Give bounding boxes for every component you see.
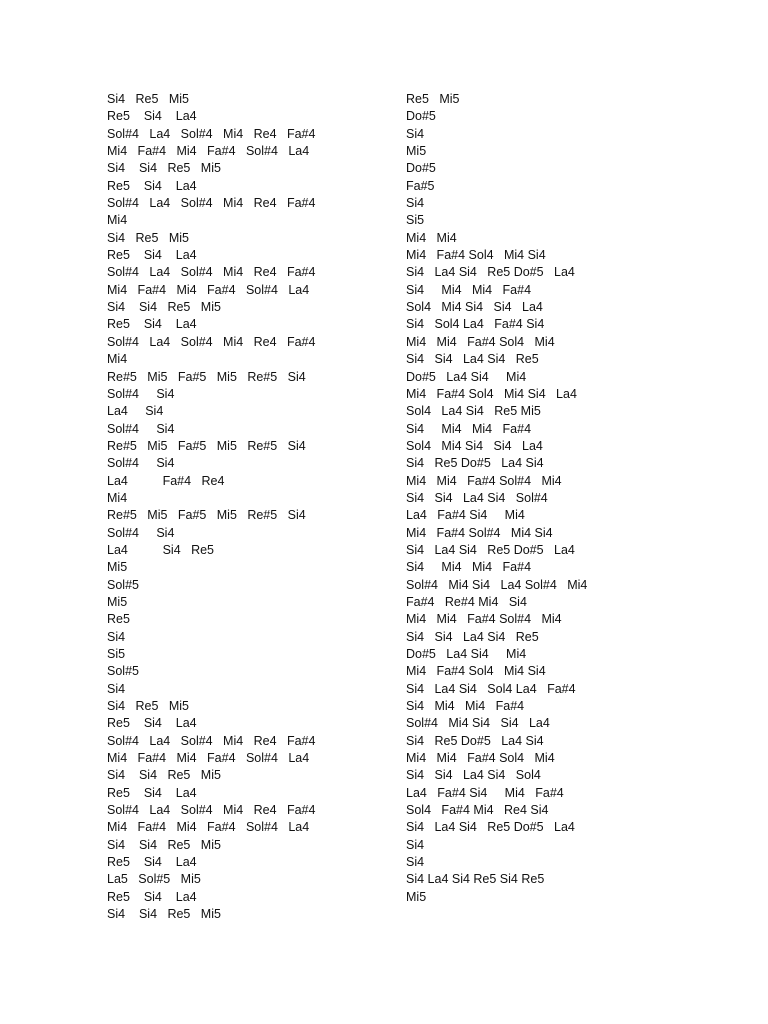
note-line: Re5 Si4 La4 [107, 716, 197, 731]
note-line: Re#5 Mi5 Fa#5 Mi5 Re#5 Si4 [107, 369, 306, 384]
note-line: Mi4 Fa#4 Sol#4 Mi4 Si4 [406, 525, 553, 540]
note-line: Sol4 Mi4 Si4 Si4 La4 [406, 300, 543, 315]
note-line: Si4 Si4 Re5 Mi5 [107, 837, 221, 852]
note-line: Si4 [107, 629, 126, 644]
note-line: Re5 [107, 612, 130, 627]
note-line: La4 Fa#4 Si4 Mi4 [406, 508, 525, 523]
note-line: Mi4 Mi4 Fa#4 Sol4 Mi4 [406, 751, 555, 766]
note-line: Sol#4 Mi4 Si4 La4 Sol#4 Mi4 [406, 577, 588, 592]
note-line: Si4 Re5 Mi5 [107, 699, 189, 714]
note-line: Sol#4 La4 Sol#4 Mi4 Re4 Fa#4 [107, 126, 316, 141]
note-line: Mi4 Fa#4 Mi4 Fa#4 Sol#4 La4 [107, 820, 310, 835]
note-line: Si4 Re5 Do#5 La4 Si4 [406, 733, 544, 748]
note-line: Si5 [406, 213, 425, 228]
note-line: Mi4 [107, 213, 128, 228]
note-line: Mi5 [406, 889, 427, 904]
note-line: La4 Si4 [107, 404, 164, 419]
note-line: Si4 Si4 Re5 Mi5 [107, 768, 221, 783]
note-line: Mi4 [107, 490, 128, 505]
note-line: Mi4 Fa#4 Sol4 Mi4 Si4 La4 [406, 386, 577, 401]
note-line: Mi4 Fa#4 Sol4 Mi4 Si4 [406, 664, 546, 679]
note-line: Si4 Si4 La4 Si4 Re5 [406, 352, 539, 367]
note-line: Sol#4 La4 Sol#4 Mi4 Re4 Fa#4 [107, 265, 316, 280]
note-line: Re5 Si4 La4 [107, 889, 197, 904]
note-line: Do#5 La4 Si4 Mi4 [406, 369, 527, 384]
note-line: Si4 Mi4 Mi4 Fa#4 [406, 699, 525, 714]
note-line: Si4 Sol4 La4 Fa#4 Si4 [406, 317, 545, 332]
note-line: Mi5 [406, 144, 427, 159]
note-line: Sol#4 Si4 [107, 421, 175, 436]
note-line: Mi4 Fa#4 Sol4 Mi4 Si4 [406, 248, 546, 263]
note-line: Mi4 Mi4 Fa#4 Sol#4 Mi4 [406, 473, 562, 488]
note-line: Si4 Si4 Re5 Mi5 [107, 300, 221, 315]
note-line: Fa#5 [406, 178, 435, 193]
note-line: Si4 [406, 126, 425, 141]
note-line: Re#5 Mi5 Fa#5 Mi5 Re#5 Si4 [107, 508, 306, 523]
note-line: Sol#4 Si4 [107, 525, 175, 540]
note-line: Si4 La4 Si4 Sol4 La4 Fa#4 [406, 681, 576, 696]
note-line: Sol#4 Mi4 Si4 Si4 La4 [406, 716, 550, 731]
note-line: Sol#4 La4 Sol#4 Mi4 Re4 Fa#4 [107, 196, 316, 211]
note-line: Sol4 Mi4 Si4 Si4 La4 [406, 438, 543, 453]
note-line: Si5 [107, 647, 126, 661]
note-line: Si4 Si4 La4 Si4 Sol4 [406, 768, 541, 783]
note-line: Si4 Re5 Do#5 La4 Si4 [406, 456, 544, 471]
note-line: Mi4 Mi4 Fa#4 Sol#4 Mi4 [406, 612, 562, 627]
note-line: Re5 Si4 La4 [107, 785, 197, 800]
note-line: Si4 Si4 Re5 Mi5 [107, 907, 221, 922]
note-line: Si4 Re5 Mi5 [107, 230, 189, 245]
note-line: Sol#4 La4 Sol#4 Mi4 Re4 Fa#4 [107, 334, 316, 349]
note-line: Si4 Mi4 Mi4 Fa#4 [406, 560, 532, 575]
note-line: Do#5 [406, 109, 436, 124]
note-line: Do#5 La4 Si4 Mi4 [406, 647, 527, 661]
right-column [406, 91, 706, 906]
note-line: Mi4 Mi4 [406, 230, 457, 245]
note-line: Fa#4 Re#4 Mi4 Si4 [406, 594, 527, 609]
note-line: Si4 La4 Si4 Re5 Do#5 La4 [406, 265, 575, 280]
note-line: Re5 Si4 La4 [107, 178, 197, 193]
note-line: Do#5 [406, 161, 436, 176]
note-line: Mi5 [107, 594, 128, 609]
note-line: Mi4 Fa#4 Mi4 Fa#4 Sol#4 La4 [107, 751, 310, 766]
note-line: Si4 La4 Si4 Re5 Do#5 La4 [406, 820, 575, 835]
note-line: Sol#5 [107, 577, 139, 592]
note-line: Re5 Si4 La4 [107, 855, 197, 870]
note-line: Mi4 [107, 352, 128, 367]
note-line: Si4 Si4 La4 Si4 Re5 [406, 629, 539, 644]
note-line: Sol#4 La4 Sol#4 Mi4 Re4 Fa#4 [107, 803, 316, 818]
note-line: Re5 Mi5 [406, 92, 460, 106]
note-line: Sol#4 Si4 [107, 456, 175, 471]
note-line: La4 Si4 Re5 [107, 542, 215, 557]
note-line: Si4 [406, 196, 425, 211]
note-line: Sol#4 La4 Sol#4 Mi4 Re4 Fa#4 [107, 733, 316, 748]
note-line: Sol4 Fa#4 Mi4 Re4 Si4 [406, 803, 549, 818]
note-line: Mi4 Mi4 Fa#4 Sol4 Mi4 [406, 334, 555, 349]
note-line: Si4 Re5 Mi5 [107, 92, 189, 106]
note-line: Si4 [406, 855, 425, 870]
note-line: Re#5 Mi5 Fa#5 Mi5 Re#5 Si4 [107, 438, 306, 453]
note-line: Sol4 La4 Si4 Re5 Mi5 [406, 404, 541, 419]
note-line: Re5 Si4 La4 [107, 109, 197, 124]
note-line: Si4 Mi4 Mi4 Fa#4 [406, 421, 532, 436]
note-line: Si4 La4 Si4 Re5 Do#5 La4 [406, 542, 575, 557]
note-line: Mi4 Fa#4 Mi4 Fa#4 Sol#4 La4 [107, 282, 310, 297]
note-line: Re5 Si4 La4 [107, 317, 197, 332]
note-line: Sol#4 Si4 [107, 386, 175, 401]
note-line: Si4 Mi4 Mi4 Fa#4 [406, 282, 532, 297]
note-line: Si4 [406, 837, 425, 852]
note-line: Si4 [107, 681, 126, 696]
note-line: Mi4 Fa#4 Mi4 Fa#4 Sol#4 La4 [107, 144, 310, 159]
note-line: Sol#5 [107, 664, 139, 679]
note-line: Mi5 [107, 560, 128, 575]
note-line: Si4 Si4 La4 Si4 Sol#4 [406, 490, 548, 505]
left-column [107, 91, 392, 924]
note-line: La5 Sol#5 Mi5 [107, 872, 201, 887]
note-line: Si4 Si4 Re5 Mi5 [107, 161, 221, 176]
note-line: La4 Fa#4 Si4 Mi4 Fa#4 [406, 785, 564, 800]
note-line: Re5 Si4 La4 [107, 248, 197, 263]
note-line: Si4 La4 Si4 Re5 Si4 Re5 [406, 872, 545, 887]
note-line: La4 Fa#4 Re4 [107, 473, 225, 488]
